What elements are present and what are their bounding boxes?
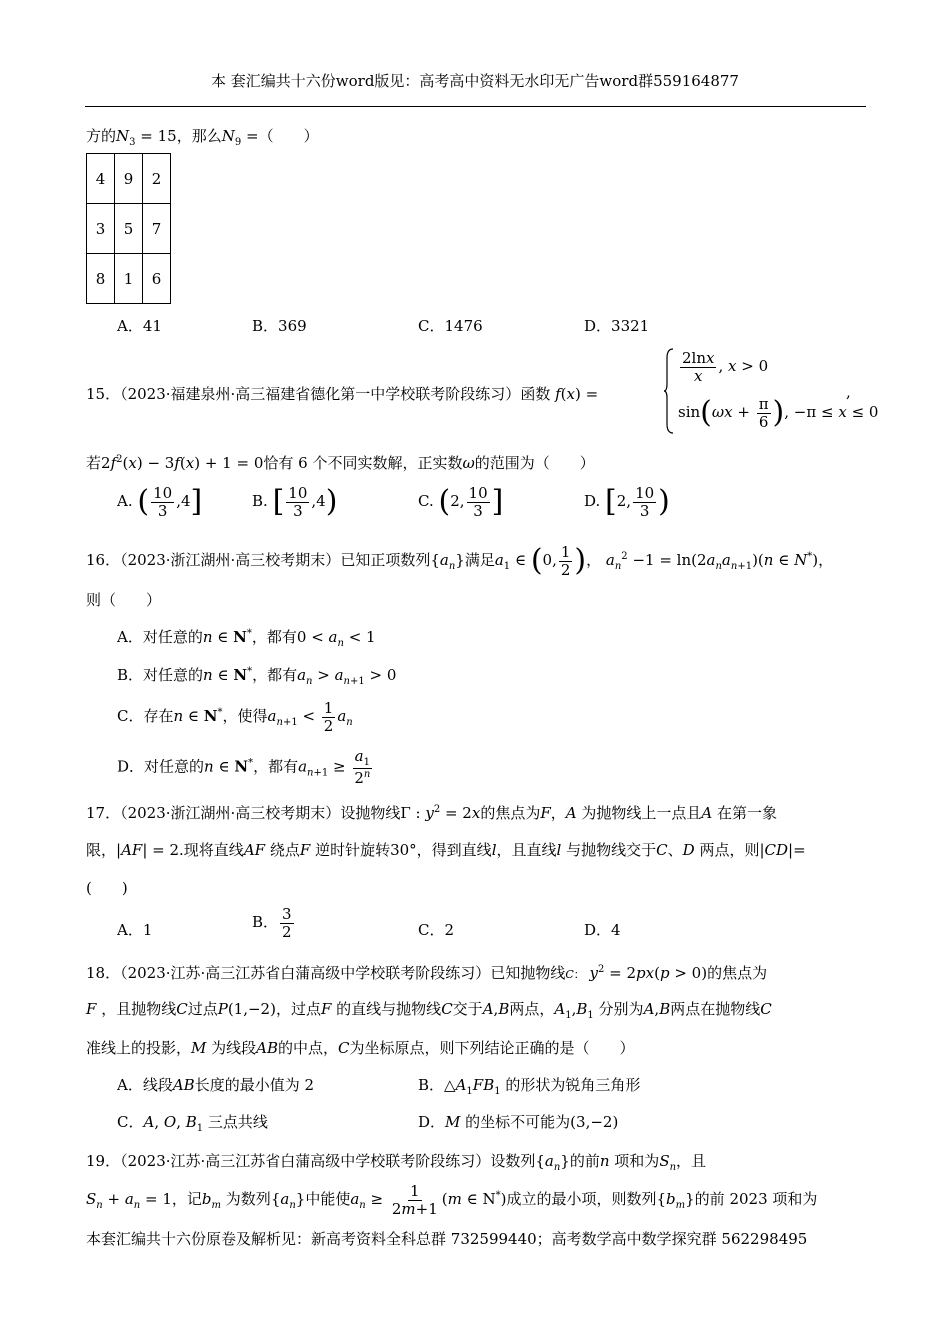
q19-stem-2: $S_n + a_n = 1$，记$b_m$ 为数列$\{a_n\}$中能使$a_n$ ≥ $\frac{1}{2m+1}$ (m ∈ N*)成立的最小项，则数列$\{b_m\}$的前 2023 项和为: [86, 1182, 818, 1218]
q16-option-c: C．存在n ∈ N*，使得$a_{n+1}$ < $\frac{1}{2}$ $a_n$: [117, 699, 353, 735]
page-header: 本 套汇编共十六份word版见：高考高中资料无水印无广告word群559164877: [211, 72, 739, 90]
q14-option-a: A．41: [117, 317, 162, 335]
q16-option-a: A．对任意的n ∈ N*，都有$0 < a_n < 1$: [117, 628, 376, 649]
q17-paren: ( ): [86, 879, 128, 897]
q14-option-d: D．3321: [584, 317, 650, 335]
q14-stem: 方的$N_3 = 15$，那么$N_9$ =（ ）: [86, 127, 319, 148]
q16-then: 则（ ）: [86, 591, 162, 609]
q15-piece-1: $\frac{2\ln x}{x}$ , x > 0: [682, 349, 769, 385]
q15-stem: 15．（2023·福建泉州·高三福建省德化第一中学校联考阶段练习）函数 f(x) =: [86, 385, 599, 403]
q18-option-d: D．M 的坐标不可能为(3,−2): [418, 1113, 619, 1131]
q15-option-b: B. [ $\frac{10}{3}$ ,4): [252, 484, 338, 520]
q14-option-c: C．1476: [418, 317, 483, 335]
q17-stem-2: 限，|AF| = 2.现将直线AF 绕点F 逆时针旋转30°，得到直线l，且直线l 与抛物线交于C、D 两点，则|CD|=: [86, 841, 806, 859]
q17-stem: 17．（2023·浙江湖州·高三校考期末）设抛物线Γ : $y^2 = 2x$的焦点为F，A 为抛物线上一点且A 在第一象: [86, 804, 778, 822]
q16-option-b: B．对任意的n ∈ N*，都有$a_n > a_{n+1} > 0$: [117, 666, 397, 687]
magic-square: 4 9 2 3 5 7 8 1 6: [86, 153, 171, 304]
q15-piece-2: sin(ωx + $\frac{\pi}{6}$ ), −π ≤ x ≤ 0: [678, 395, 879, 431]
q15-option-c: C. (2, $\frac{10}{3}$ ]: [418, 484, 504, 520]
q17-option-d: D．4: [584, 921, 621, 939]
q17-option-c: C．2: [418, 921, 455, 939]
q14-option-b: B．369: [252, 317, 307, 335]
q15-option-a: A. ( $\frac{10}{3}$ ,4]: [117, 484, 203, 520]
q17-option-b: B． $\frac{3}{2}$: [252, 905, 292, 941]
q19-stem: 19．（2023·江苏·高三江苏省白蒲高级中学校联考阶段练习）设数列$\{a_n\}$的前n 项和为$S_n$，且: [86, 1152, 707, 1173]
page-footer: 本套汇编共十六份原卷及解析见：新高考资料全科总群 732599440；高考数学高中数学探究群 562298495: [86, 1230, 808, 1248]
header-rule: [85, 106, 866, 107]
q15-stem-2: 若$2f^2(x) - 3f(x) + 1 = 0$恰有 6 个不同实数解，正实数ω的范围为（ ）: [86, 454, 595, 472]
q18-option-b: B．$\triangle A_1FB_1$ 的形状为锐角三角形: [418, 1076, 641, 1097]
q16-option-d: D．对任意的n ∈ N*，都有$a_{n+1}$ ≥ $\frac{a_1}{2^n}$: [117, 747, 371, 787]
q18-option-c: C．A, O, $B_1$ 三点共线: [117, 1113, 268, 1134]
q15-option-d: D. [2, $\frac{10}{3}$ ): [584, 484, 670, 520]
q16-stem: 16．（2023·浙江湖州·高三校考期末）已知正项数列$\{a_n\}$满足$a_1$ ∈ (0, $\frac{1}{2}$ )， $a_n^2 -1 = \ln(2a_na_{n+1})(n$ ∈ N*)，: [86, 543, 834, 579]
piecewise-brace: [664, 348, 674, 434]
q18-stem: 18．（2023·江苏·高三江苏省白蒲高级中学校联考阶段练习）已知抛物线C： $y^2 = 2px(p > 0)$的焦点为: [86, 964, 768, 982]
q18-option-a: A．线段AB长度的最小值为 2: [117, 1076, 315, 1094]
q18-stem-3: 准线上的投影，M 为线段AB的中点，C为坐标原点，则下列结论正确的是（ ）: [86, 1039, 635, 1057]
q15-comma: ,: [846, 383, 851, 401]
q17-option-a: A．1: [117, 921, 153, 939]
q18-stem-2: F ，且抛物线C过点P(1,−2)，过点F 的直线与抛物线C交于A,B两点，$A_1,B_1$ 分别为A,B两点在抛物线C: [86, 1000, 772, 1021]
